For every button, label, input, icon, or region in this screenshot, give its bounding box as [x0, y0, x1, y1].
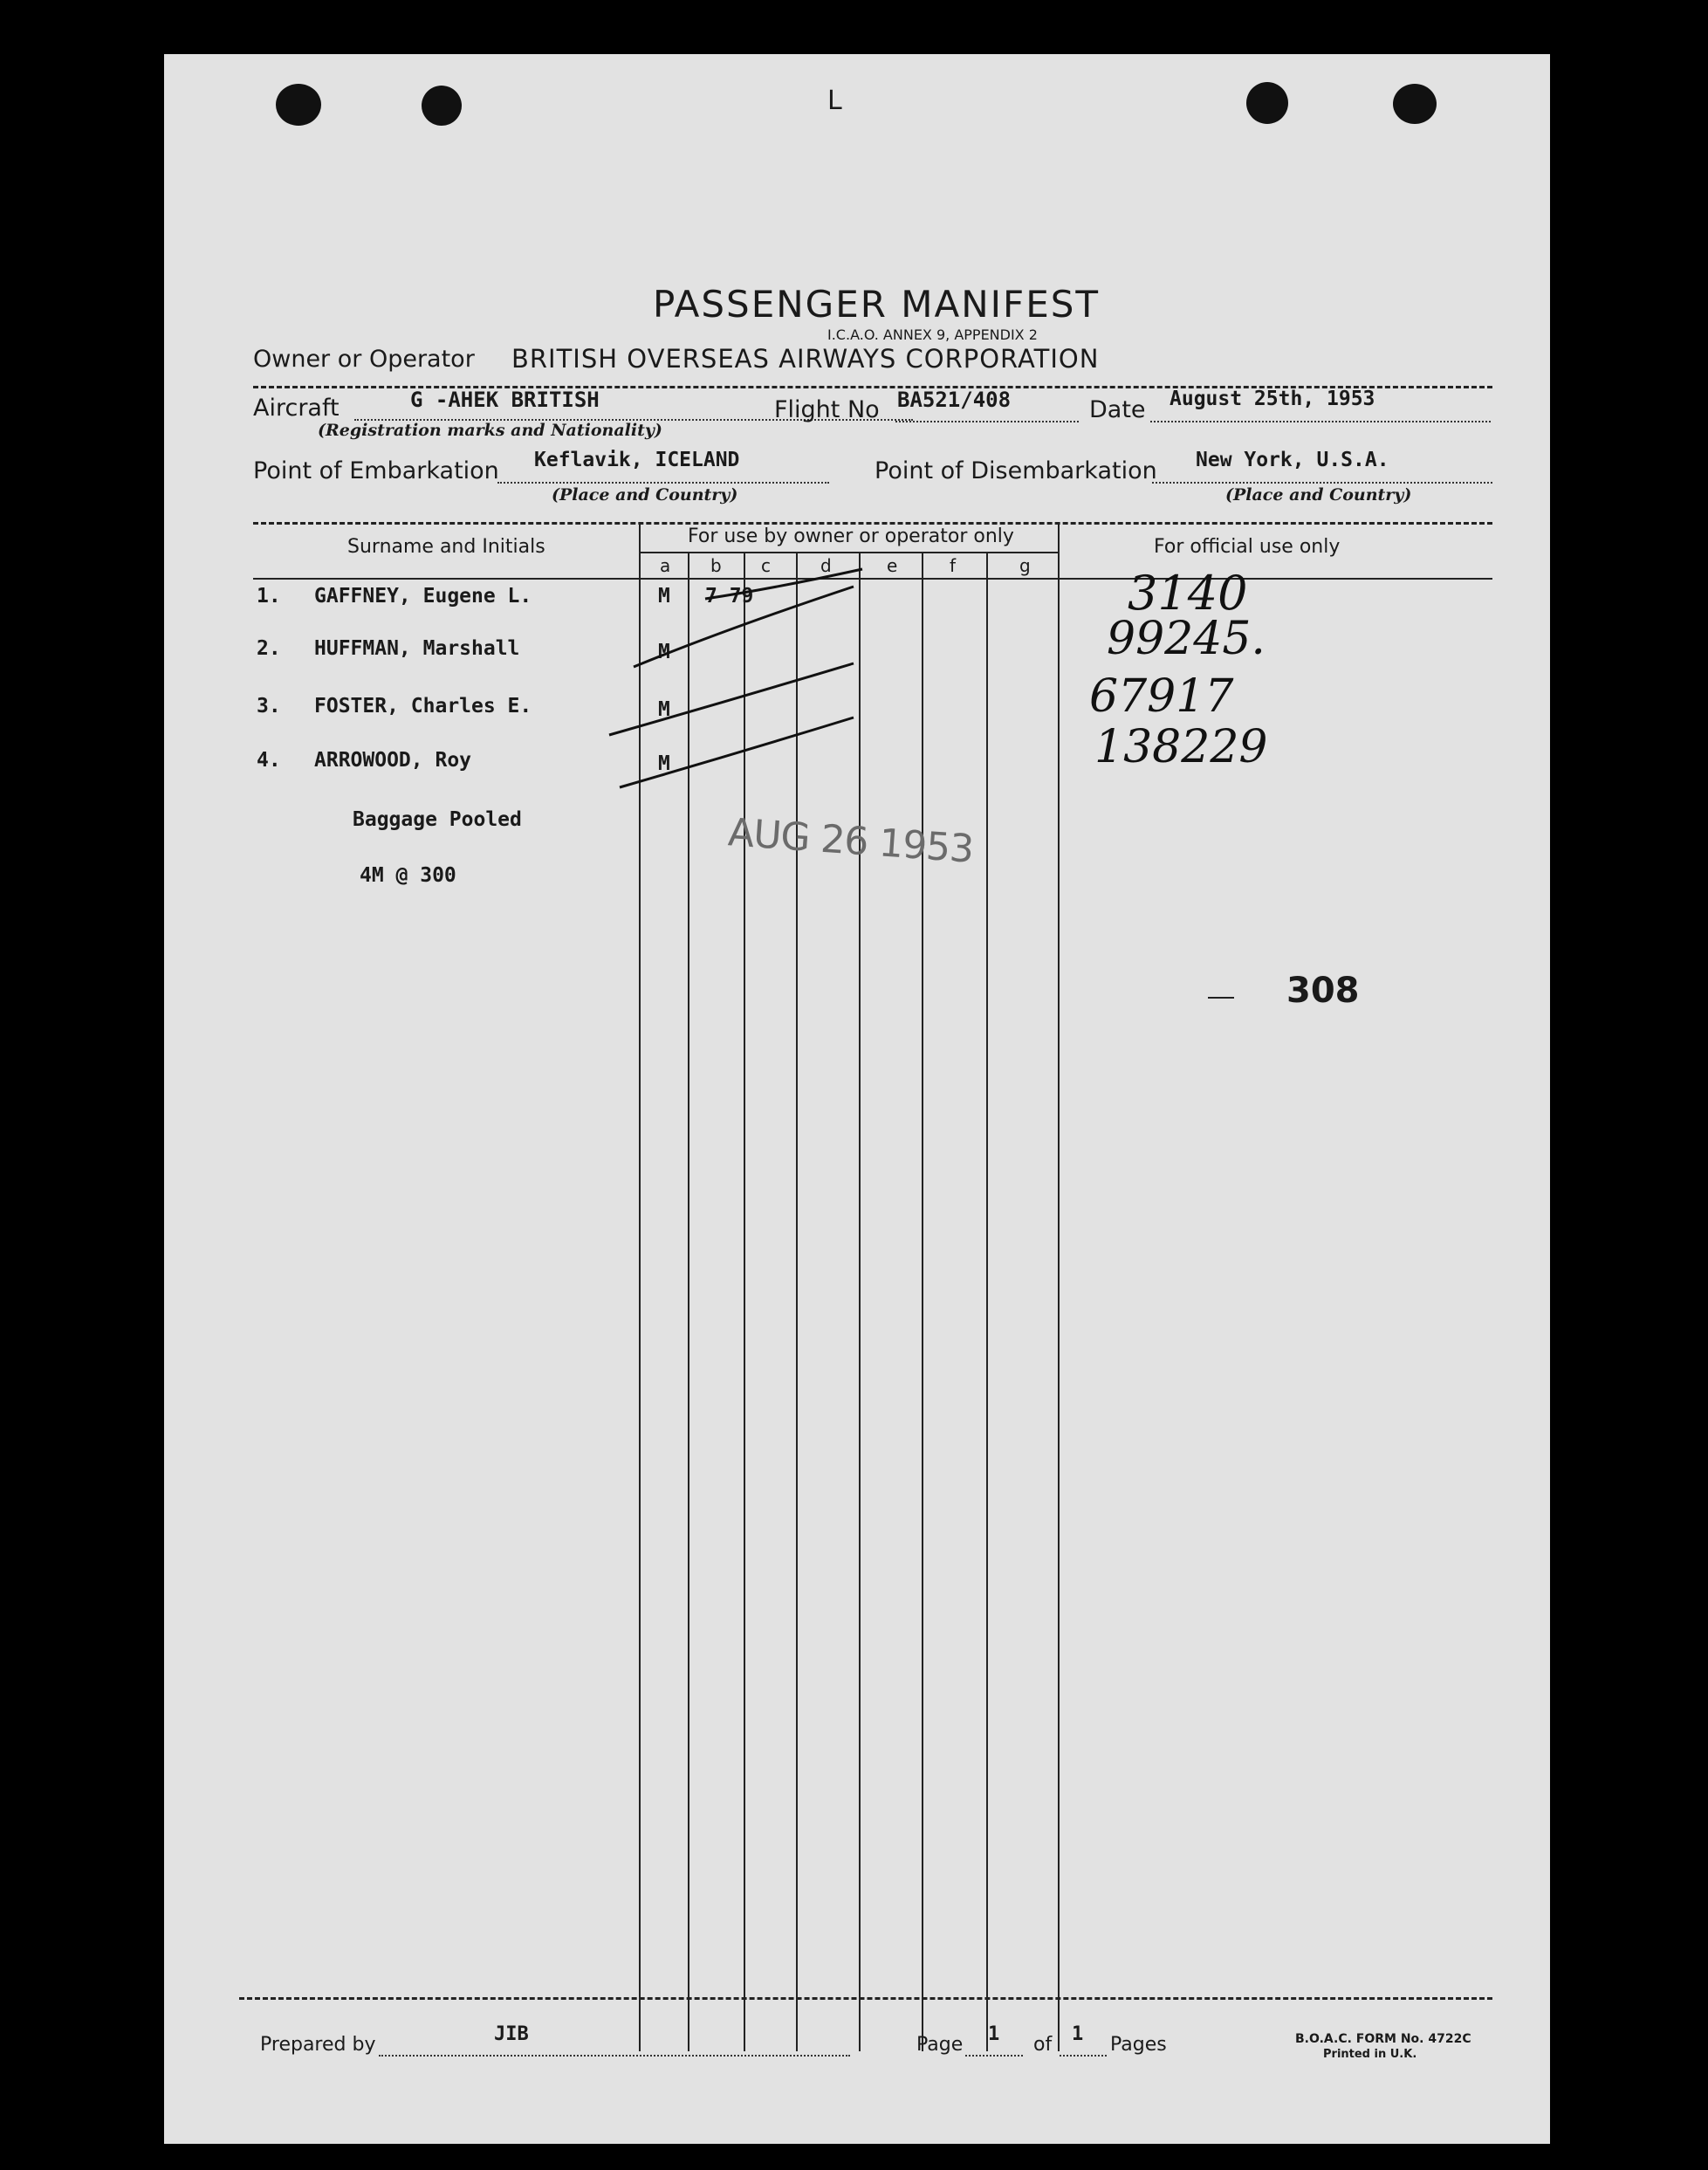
baggage-note: Baggage Pooled — [353, 808, 522, 831]
prepared-dotline — [379, 2055, 850, 2057]
handwritten-strokes — [164, 54, 1550, 927]
page-value: 1 — [988, 2023, 1000, 2045]
row-official: 138229 — [1094, 721, 1268, 773]
of-label: of — [1033, 2034, 1053, 2056]
owner-value: BRITISH OVERSEAS AIRWAYS CORPORATION — [511, 344, 1100, 374]
row-sex: M — [658, 698, 670, 721]
sub-col-c: c — [761, 555, 771, 576]
disembark-caption: (Place and Country) — [1225, 485, 1412, 505]
sub-col-f: f — [950, 555, 957, 576]
aircraft-value: G -AHEK BRITISH — [410, 388, 600, 412]
form-title: PASSENGER MANIFEST — [653, 283, 1101, 326]
row-bc: 7 79 — [705, 585, 754, 608]
sub-col-g: g — [1019, 555, 1031, 576]
of-value: 1 — [1072, 2023, 1084, 2045]
prepared-value: JIB — [494, 2023, 529, 2045]
row-number: 3. — [257, 695, 281, 718]
printed-note: Printed in U.K. — [1323, 2048, 1417, 2061]
col-owner-use-header: For use by owner or operator only — [688, 525, 1014, 547]
page-number-stamp: 308 — [1286, 971, 1360, 1011]
row-sex: M — [658, 641, 670, 663]
flight-label: Flight No — [774, 396, 880, 423]
disembark-value: New York, U.S.A. — [1196, 449, 1389, 471]
baggage-weight-note: 4M @ 300 — [360, 864, 456, 887]
col-official-header: For official use only — [1154, 536, 1341, 558]
row-sex: M — [658, 752, 670, 775]
row-official: 67917 — [1089, 670, 1234, 723]
pages-label: Pages — [1110, 2034, 1167, 2056]
embark-label: Point of Embarkation — [253, 457, 499, 484]
row-name: ARROWOOD, Roy — [314, 749, 472, 772]
date-label: Date — [1089, 396, 1146, 423]
manifest-paper — [164, 54, 1550, 2144]
page-label: Page — [916, 2034, 964, 2056]
sub-col-b: b — [710, 555, 722, 576]
date-value: August 25th, 1953 — [1170, 388, 1375, 410]
date-stamp: AUG 26 1953 — [726, 810, 975, 872]
disembark-label: Point of Disembarkation — [875, 457, 1157, 484]
row-name: GAFFNEY, Eugene L. — [314, 585, 532, 608]
row-number: 4. — [257, 749, 281, 772]
sub-col-e: e — [887, 555, 898, 576]
aircraft-label: Aircraft — [253, 395, 340, 422]
form-id: B.O.A.C. FORM No. 4722C — [1295, 2032, 1471, 2046]
row-official: 99245. — [1107, 613, 1266, 665]
stamp-dash — [1208, 997, 1234, 999]
sub-col-a: a — [660, 555, 671, 576]
embark-value: Keflavik, ICELAND — [534, 449, 740, 471]
owner-label: Owner or Operator — [253, 346, 475, 373]
row-number: 2. — [257, 637, 281, 660]
footer-rule — [239, 1997, 1492, 2000]
row-name: HUFFMAN, Marshall — [314, 637, 520, 660]
top-mark: L — [827, 86, 842, 116]
row-official: 3140 — [1128, 566, 1248, 621]
col-surname-header: Surname and Initials — [347, 536, 545, 558]
flight-value: BA521/408 — [897, 388, 1012, 412]
of-dotline — [1060, 2055, 1107, 2057]
aircraft-caption: (Registration marks and Nationality) — [318, 421, 662, 440]
embark-caption: (Place and Country) — [552, 485, 738, 505]
form-subtitle: I.C.A.O. ANNEX 9, APPENDIX 2 — [827, 326, 1038, 343]
page-dotline — [965, 2055, 1023, 2057]
row-number: 1. — [257, 585, 281, 608]
row-sex: M — [658, 585, 670, 608]
prepared-label: Prepared by — [260, 2034, 376, 2056]
sub-col-d: d — [820, 555, 832, 576]
row-name: FOSTER, Charles E. — [314, 695, 532, 718]
